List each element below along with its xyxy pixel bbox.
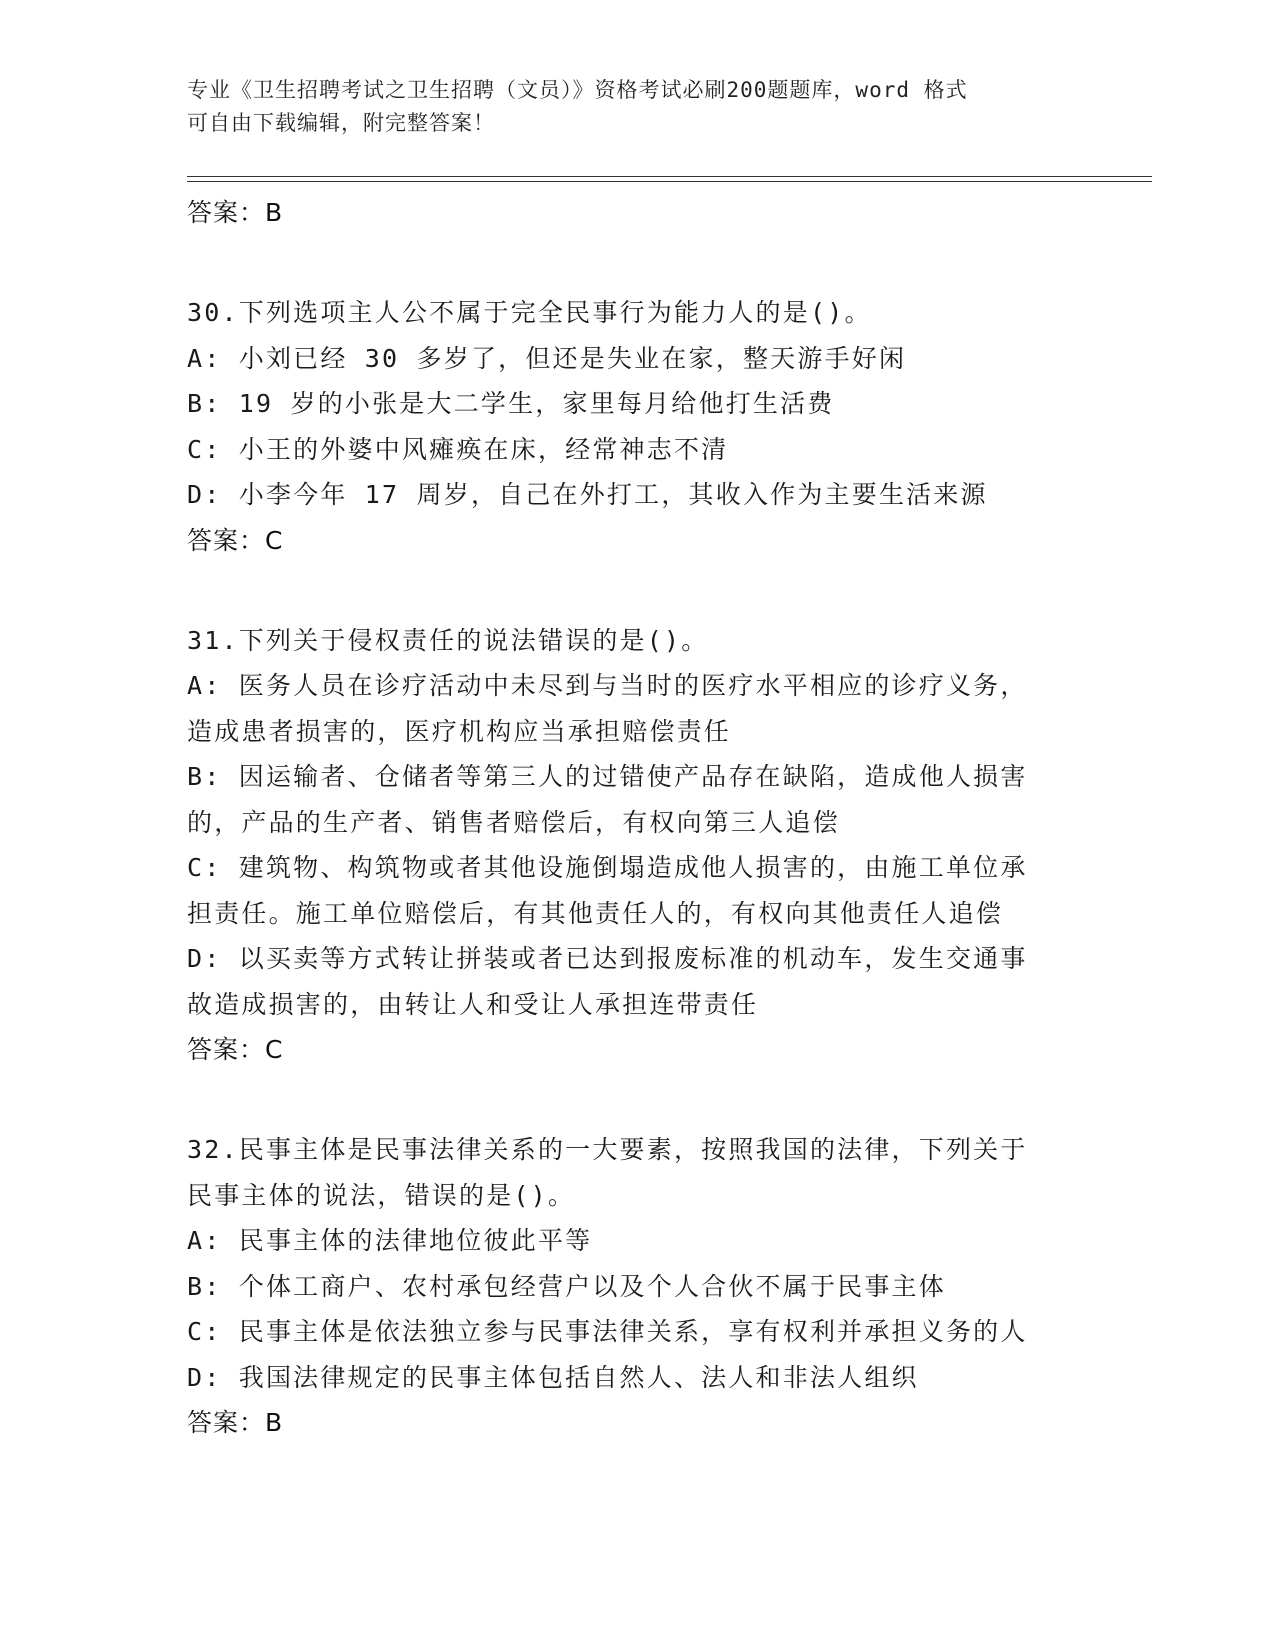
option-a-continued: 造成患者损害的，医疗机构应当承担赔偿责任 bbox=[187, 716, 732, 746]
option-c: C: 建筑物、构筑物或者其他设施倒塌造成他人损害的，由施工单位承 bbox=[187, 853, 1028, 882]
option-b: B: 因运输者、仓储者等第三人的过错使产品存在缺陷，造成他人损害 bbox=[187, 762, 1028, 791]
header-line-2: 可自由下载编辑，附完整答案！ bbox=[187, 111, 495, 135]
answer-line: 答案：B bbox=[187, 1408, 284, 1437]
option-d: D: 小李今年 17 周岁，自己在外打工，其收入作为主要生活来源 bbox=[187, 480, 988, 509]
question-block-30 bbox=[187, 290, 1107, 563]
question-stem: 32.民事主体是民事法律关系的一大要素，按照我国的法律，下列关于 bbox=[187, 1135, 1028, 1164]
option-d: D: 以买卖等方式转让拼装或者已达到报废标准的机动车，发生交通事 bbox=[187, 944, 1028, 973]
spacer bbox=[187, 235, 1107, 290]
header-line-1: 专业《卫生招聘考试之卫生招聘（文员）》资格考试必刷200题题库，word 格式 bbox=[187, 78, 968, 102]
previous-answer: 答案：B bbox=[187, 198, 284, 227]
option-b: B: 个体工商户、农村承包经营户以及个人合伙不属于民事主体 bbox=[187, 1271, 946, 1301]
option-b: B: 19 岁的小张是大二学生，家里每月给他打生活费 bbox=[187, 389, 835, 418]
question-block-31 bbox=[187, 618, 1107, 1073]
question-stem-continued: 民事主体的说法，错误的是()。 bbox=[187, 1180, 576, 1210]
option-d: D: 我国法律规定的民事主体包括自然人、法人和非法人组织 bbox=[187, 1362, 919, 1392]
option-c-continued: 担责任。施工单位赔偿后，有其他责任人的，有权向其他责任人追偿 bbox=[187, 898, 1004, 928]
spacer bbox=[187, 1072, 1107, 1127]
option-c: C: 小王的外婆中风瘫痪在床，经常神志不清 bbox=[187, 434, 729, 464]
document-body bbox=[187, 190, 1107, 1445]
header-divider-top bbox=[187, 176, 1152, 177]
question-stem: 31.下列关于侵权责任的说法错误的是()。 bbox=[187, 625, 709, 655]
option-a: A: 民事主体的法律地位彼此平等 bbox=[187, 1226, 593, 1255]
answer-line: 答案：C bbox=[187, 1035, 284, 1064]
option-a: A: 医务人员在诊疗活动中未尽到与当时的医疗水平相应的诊疗义务， bbox=[187, 671, 1028, 700]
option-b-continued: 的，产品的生产者、销售者赔偿后，有权向第三人追偿 bbox=[187, 807, 840, 837]
option-a: A: 小刘已经 30 多岁了，但还是失业在家，整天游手好闲 bbox=[187, 343, 907, 373]
spacer bbox=[187, 563, 1107, 618]
document-header bbox=[187, 74, 1087, 140]
question-stem: 30.下列选项主人公不属于完全民事行为能力人的是()。 bbox=[187, 298, 872, 327]
option-d-continued: 故造成损害的，由转让人和受让人承担连带责任 bbox=[187, 989, 759, 1019]
question-block-32 bbox=[187, 1127, 1107, 1445]
header-divider-bottom bbox=[187, 181, 1152, 182]
option-c: C: 民事主体是依法独立参与民事法律关系，享有权利并承担义务的人 bbox=[187, 1317, 1028, 1346]
answer-line: 答案：C bbox=[187, 525, 284, 555]
